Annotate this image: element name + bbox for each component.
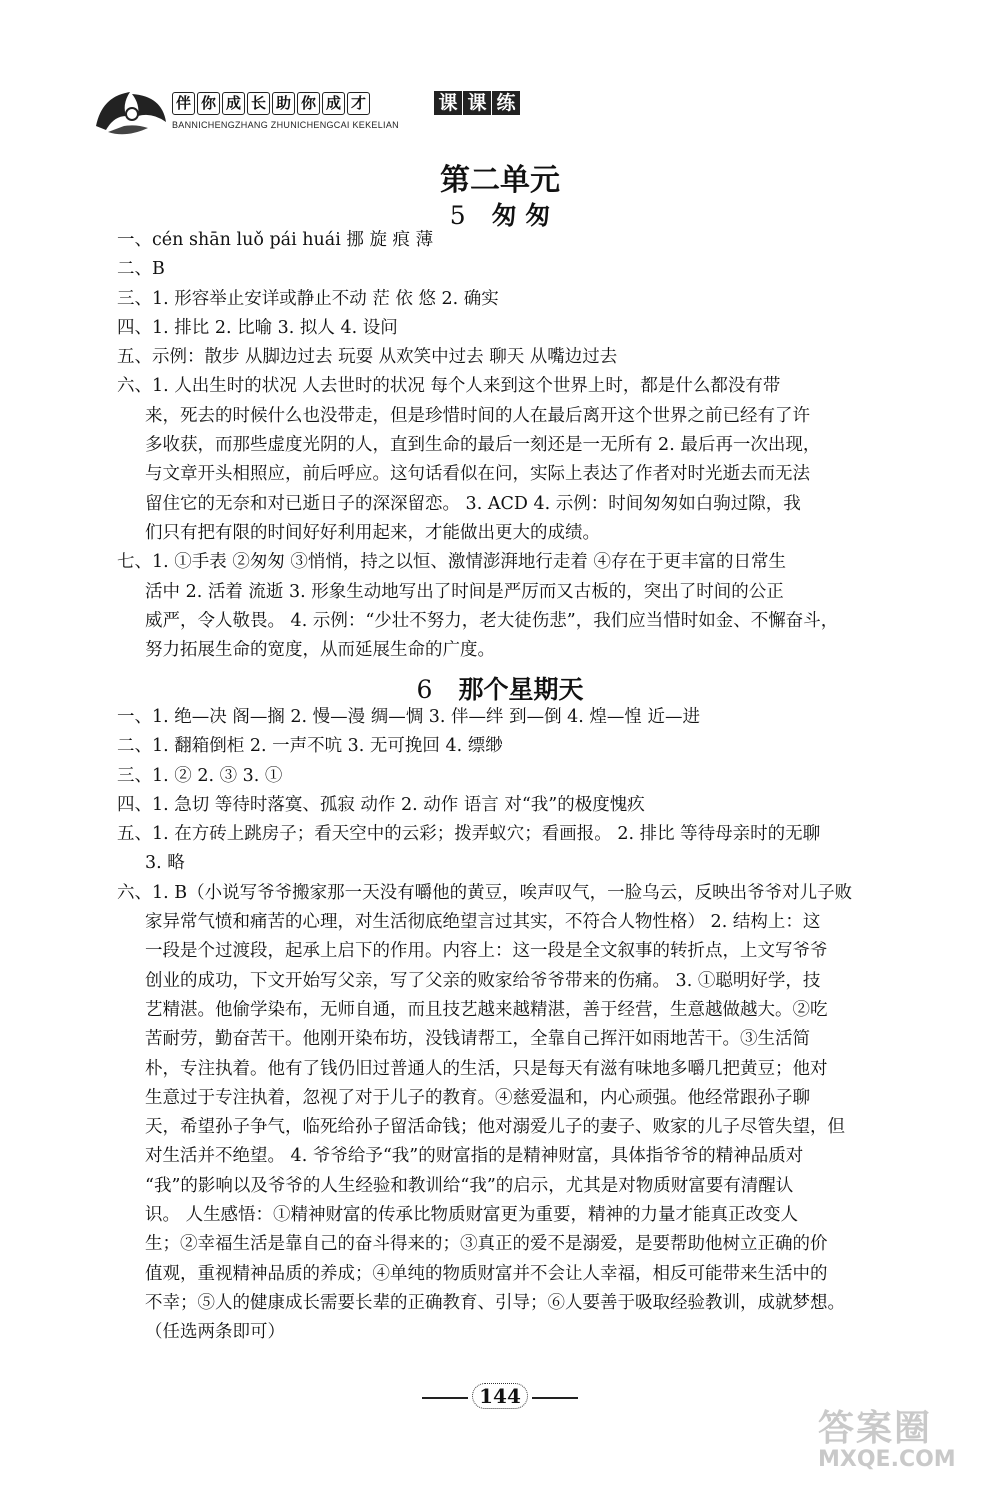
unit-title: 第二单元: [440, 163, 560, 198]
answer-line: 四、1. 急切 等待时落寞、孤寂 动作 2. 动作 语言 对“我”的极度愧疚: [117, 794, 645, 815]
answer-line: 二、B: [117, 259, 165, 280]
brand-char: 课: [463, 91, 491, 115]
banner-char: 成: [322, 92, 345, 115]
answer-line: 七、1. ①手表 ②匆匆 ③悄悄，持之以恒、激情澎湃地行走着 ④存在于更丰富的日常生: [117, 552, 786, 573]
banner-slogan: [172, 92, 370, 115]
answer-line: 一、1. 绝—决 阁—搁 2. 慢—漫 绸—惆 3. 伴—绊 到—倒 4. 煌—惶 近—进: [117, 707, 700, 727]
page-number-rule: [422, 1397, 468, 1399]
answer-line: 与文章开头相照应，前后呼应。这句话看似在问，实际上表达了作者对时光逝去而无法: [145, 464, 810, 485]
lesson-5-answers: [117, 226, 917, 665]
answer-line: 值观，重视精神品质的养成；④单纯的物质财富并不会让人幸福，相反可能带来生活中的: [145, 1263, 828, 1284]
brand-char: 练: [492, 91, 520, 115]
answer-line: 五、示例：散步 从脚边过去 玩耍 从欢笑中过去 聊天 从嘴边过去: [117, 347, 618, 368]
answer-line: 努力拓展生命的宽度，从而延展生命的广度。: [145, 640, 495, 661]
answer-line: 三、1. ② 2. ③ 3. ①: [117, 765, 283, 786]
lesson-number: 6: [416, 675, 433, 704]
answer-line: 多收获，而那些虚度光阴的人，直到生命的最后一刻还是一无所有 2. 最后再一次出现，: [145, 435, 821, 456]
answer-line: 生；②幸福生活是靠自己的奋斗得来的；③真正的爱不是溺爱，是要帮助他树立正确的价: [145, 1234, 828, 1255]
watermark-title: 答案圈: [818, 1408, 933, 1449]
banner-char: 伴: [172, 92, 195, 115]
answer-line: 朴，专注执着。他有了钱仍旧过普通人的生活，只是每天有滋有味地多嚼几把黄豆；他对: [145, 1058, 828, 1079]
answer-line: 活中 2. 活着 流逝 3. 形象生动地写出了时间是严厉而又古板的，突出了时间的公正: [145, 581, 784, 602]
answer-line: 二、1. 翻箱倒柜 2. 一声不吭 3. 无可挽回 4. 缥缈: [117, 736, 503, 757]
answer-line: 生意过于专注执着，忽视了对于儿子的教育。④慈爱温和，内心顽强。他经常跟孙子聊: [145, 1087, 810, 1108]
lesson-name: 匆 匆: [491, 201, 551, 230]
watermark-url: MXQE.COM: [818, 1447, 956, 1472]
logo-icon: [92, 86, 170, 140]
banner-brand: [434, 91, 520, 115]
answer-line: 留住它的无奈和对已逝日子的深深留恋。 3. ACD 4. 示例：时间匆匆如白驹过隙，我: [145, 493, 801, 514]
lesson-name: 那个星期天: [458, 675, 584, 704]
answer-line: 六、1. B（小说写爷爷搬家那一天没有嚼他的黄豆，唉声叹气，一脸乌云，反映出爷爷对儿子败: [117, 882, 853, 903]
answer-line: 不幸；⑤人的健康成长需要长辈的正确教育、引导；⑥人要善于吸取经验教训，成就梦想。: [145, 1292, 845, 1313]
answer-line: （任选两条即可）: [145, 1322, 285, 1343]
answer-line: 们只有把有限的时间好好利用起来，才能做出更大的成绩。: [145, 522, 600, 543]
answer-line: 一、cén shān luǒ pái huái 挪 旋 痕 薄: [117, 230, 434, 250]
answer-line: “我”的影响以及爷爷的人生经验和教训给“我”的启示，尤其是对物质财富要有清醒认: [145, 1175, 794, 1196]
banner-char: 你: [297, 92, 320, 115]
answer-line: 六、1. 人出生时的状况 人去世时的状况 每个人来到这个世界上时，都是什么都没有带: [117, 376, 781, 397]
lesson-6-title: [0, 670, 1000, 706]
answer-line: 创业的成功，下文开始写父亲，写了父亲的败家给爷爷带来的伤痛。 3. ①聪明好学，技: [145, 970, 821, 991]
answer-line: 威严，令人敬畏。 4. 示例：“少壮不努力，老大徒伤悲”，我们应当惜时如金、不懈奋斗，: [145, 610, 839, 631]
lesson-6-answers: [117, 703, 917, 1348]
answer-line: 一段是个过渡段，起承上启下的作用。内容上：这一段是全文叙事的转折点，上文写爷爷: [145, 941, 828, 962]
answer-line: 苦耐劳，勤奋苦干。他刚开染布坊，没钱请帮工，全靠自己挥汗如雨地苦干。③生活简: [145, 1029, 810, 1050]
banner-char: 长: [247, 92, 270, 115]
banner-char: 才: [347, 92, 370, 115]
watermark: [818, 1400, 988, 1480]
page-number-rule: [532, 1397, 578, 1399]
page-number-value: 144: [472, 1383, 528, 1409]
answer-line: 来，死去的时候什么也没带走，但是珍惜时间的人在最后离开这个世界之前已经有了许: [145, 405, 810, 426]
answer-line: 艺精湛。他偷学染布，无师自通，而且技艺越来越精湛，善于经营，生意越做越大。②吃: [145, 999, 828, 1020]
banner-char: 成: [222, 92, 245, 115]
banner-pinyin: BANNICHENGZHANG ZHUNICHENGCAI KEKELIAN: [172, 120, 399, 130]
answer-line: 家异常气愤和痛苦的心理，对生活彻底绝望言过其实，不符合人物性格） 2. 结构上：这: [145, 912, 821, 933]
answer-line: 对生活并不绝望。 4. 爷爷给予“我”的财富指的是精神财富，具体指爷爷的精神品质对: [145, 1146, 804, 1167]
page-header: [92, 78, 612, 148]
answer-line: 识。 人生感悟：①精神财富的传承比物质财富更为重要，精神的力量才能真正改变人: [145, 1205, 799, 1226]
answer-line: 3. 略: [145, 853, 185, 874]
lesson-number: 5: [449, 201, 466, 230]
answer-line: 天，希望孙子争气，临死给孙子留活命钱；他对溺爱儿子的妻子、败家的儿子尽管失望，但: [145, 1117, 845, 1138]
banner-char: 助: [272, 92, 295, 115]
answer-line: 五、1. 在方砖上跳房子；看天空中的云彩；拨弄蚁穴；看画报。 2. 排比 等待母亲时的无聊: [117, 824, 821, 845]
banner-char: 你: [197, 92, 220, 115]
brand-char: 课: [434, 91, 462, 115]
answer-line: 四、1. 排比 2. 比喻 3. 拟人 4. 设问: [117, 317, 398, 338]
answer-line: 三、1. 形容举止安详或静止不动 茫 依 悠 2. 确实: [117, 288, 499, 309]
